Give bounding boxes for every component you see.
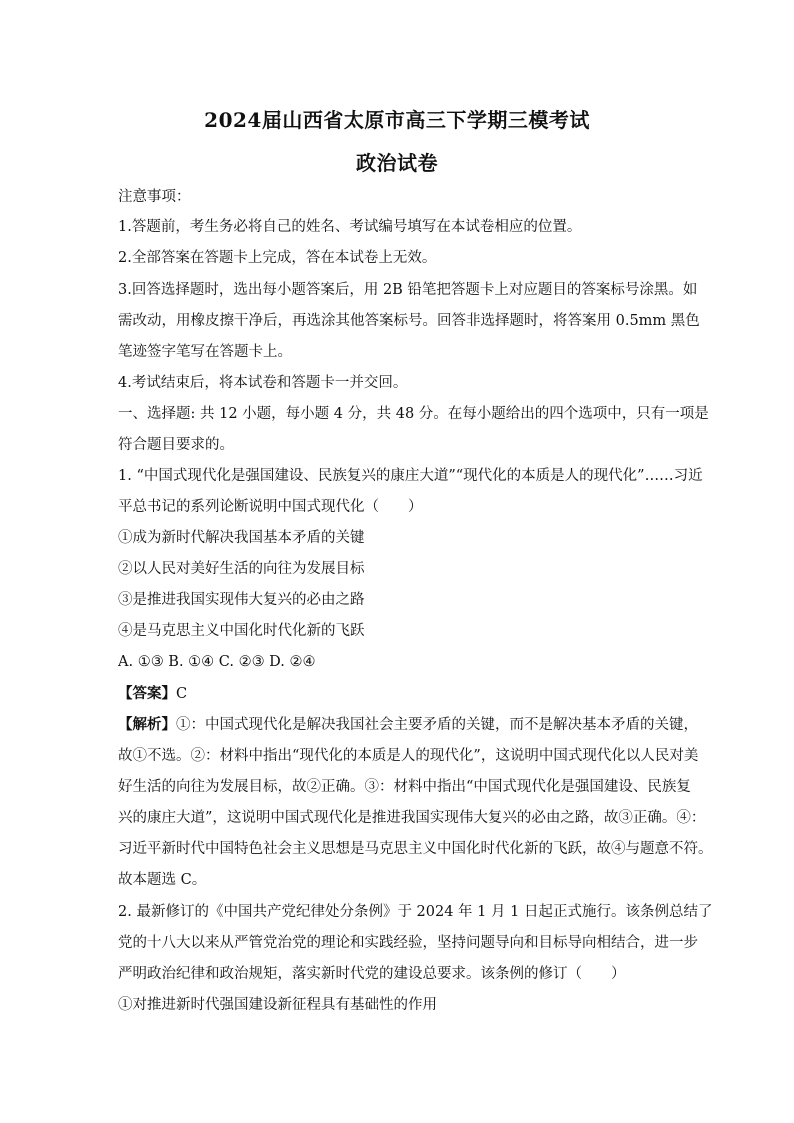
answer-label: 【答案】 xyxy=(118,685,176,702)
q2-stem-line-1: 2. 最新修订的《中国共产党纪律处分条例》于 2024 年 1 月 1 日起正式施行。该条例总结了 xyxy=(118,904,713,920)
q1-analysis-line-6: 故本题选 C。 xyxy=(118,872,207,888)
q1-answer xyxy=(118,684,678,704)
notice-item-3-line-2: 需改动，用橡皮擦干净后，再选涂其他答案标号。回答非选择题时，将答案用 0.5mm 黑色 xyxy=(118,313,700,329)
q1-option-1: ①成为新时代解决我国基本矛盾的关键 xyxy=(118,530,365,546)
notice-item-3-line-3: 笔迹签字笔写在答题卡上。 xyxy=(118,344,292,360)
analysis-label: 【解析】 xyxy=(118,716,176,733)
notice-heading: 注意事项： xyxy=(118,189,191,205)
exam-title: 2024届山西省太原市高三下学期三模考试 xyxy=(204,108,590,132)
q2-stem-line-2: 党的十八大以来从严管党治党的理论和实践经验，坚持问题导向和目标导向相结合，进一步 xyxy=(118,935,698,951)
analysis-text: ①：中国式现代化是解决我国社会主要矛盾的关键，而不是解决基本矛盾的关键， xyxy=(176,717,698,733)
q1-stem-line-2: 平总书记的系列论断说明中国式现代化（ ） xyxy=(118,499,423,515)
q1-option-4: ④是马克思主义中国化时代化新的飞跃 xyxy=(118,623,365,639)
q2-stem-line-3: 严明政治纪律和政治规矩，落实新时代党的建设总要求。该条例的修订（ ） xyxy=(118,966,626,982)
answer-value: C xyxy=(176,686,188,702)
q1-stem-line-1: 1. “中国式现代化是强国建设、民族复兴的康庄大道”“现代化的本质是人的现代化”……习近 xyxy=(118,468,703,484)
q1-analysis-line-5: 习近平新时代中国特色社会主义思想是马克思主义中国化时代化新的飞跃，故④与题意不符。 xyxy=(118,841,713,857)
section-heading-line-2: 符合题目要求的。 xyxy=(118,437,234,453)
notice-item-3-line-1: 3.回答选择题时，选出每小题答案后，用 2B 铅笔把答题卡上对应题目的答案标号涂黑。如 xyxy=(118,282,698,298)
q1-analysis-line-4: 兴的康庄大道”，这说明中国式现代化是推进我国实现伟大复兴的必由之路，故③正确。④： xyxy=(118,810,706,826)
notice-item-4: 4.考试结束后，将本试卷和答题卡一并交回。 xyxy=(118,375,408,391)
q1-analysis-line-2: 故①不选。②：材料中指出“现代化的本质是人的现代化”，这说明中国式现代化以人民对美 xyxy=(118,748,699,764)
subject-title: 政治试卷 xyxy=(356,151,438,175)
q1-option-3: ③是推进我国实现伟大复兴的必由之路 xyxy=(118,592,365,608)
notice-item-2: 2.全部答案在答题卡上完成，答在本试卷上无效。 xyxy=(118,250,437,266)
q2-option-1: ①对推进新时代强国建设新征程具有基础性的作用 xyxy=(118,997,437,1013)
q1-analysis-line-1 xyxy=(118,715,698,735)
q1-choices: A. ①③ B. ①④ C. ②③ D. ②④ xyxy=(118,654,316,670)
q1-analysis-line-3: 好生活的向往为发展目标，故②正确。③：材料中指出“中国式现代化是强国建设、民族复 xyxy=(118,779,691,795)
section-heading-line-1: 一、选择题: 共 12 小题，每小题 4 分，共 48 分。在每小题给出的四个选项中，只有一项是 xyxy=(118,406,709,422)
notice-item-1: 1.答题前，考生务必将自己的姓名、考试编号填写在本试卷相应的位置。 xyxy=(118,219,582,235)
q1-option-2: ②以人民对美好生活的向往为发展目标 xyxy=(118,561,365,577)
